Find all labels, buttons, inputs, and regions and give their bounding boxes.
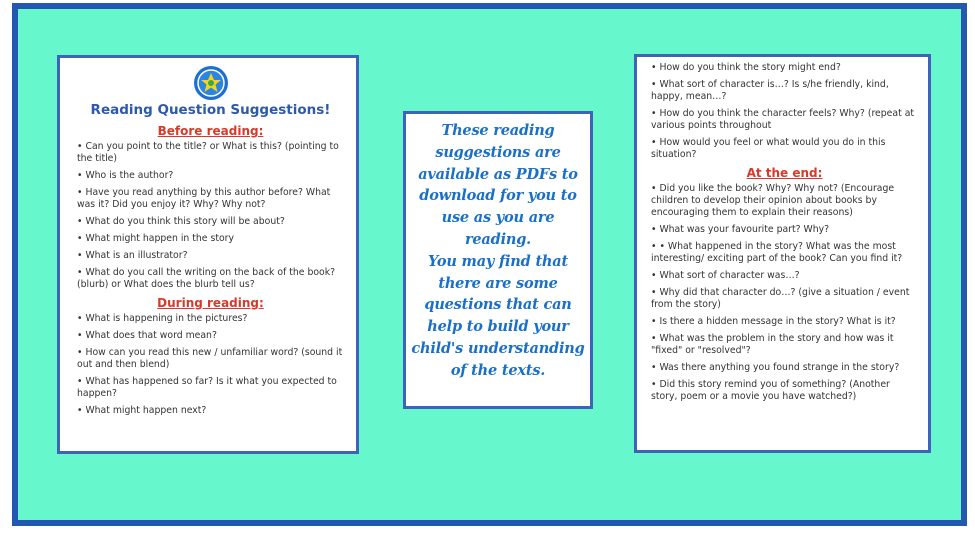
pdf-availability-text: These reading suggestions are available as PDFs to download for you to use as you are reading.	[418, 122, 578, 248]
end-question: • Is there a hidden message in the story? What is it?	[651, 316, 918, 328]
during-question: • What is happening in the pictures?	[77, 313, 344, 325]
before-question: • What is an illustrator?	[77, 250, 344, 262]
end-question: • What was your favourite part? Why?	[651, 224, 918, 236]
during-question: • What does that word mean?	[77, 330, 344, 342]
at-the-end-card	[634, 54, 931, 453]
during-question: • What might happen next?	[77, 405, 344, 417]
question-help-text: You may find that there are some questions that can help to build your child's understanding of the texts.	[411, 252, 585, 379]
end-question: • What sort of character was…?	[651, 270, 918, 282]
before-question: • Who is the author?	[77, 170, 344, 182]
end-question: • Why did that character do…? (give a situation / event from the story)	[651, 287, 918, 311]
before-during-reading-card	[57, 55, 359, 454]
before-question: • What might happen in the story	[77, 233, 344, 245]
during-reading-heading: During reading:	[157, 296, 264, 310]
at-the-end-heading: At the end:	[746, 166, 823, 180]
during-question: • How can you read this new / unfamiliar word? (sound it out and then blend)	[77, 347, 344, 371]
end-question: • Did you like the book? Why? Why not? (Encourage children to develop their opinion about books by encouraging them to explain their reasons)	[651, 183, 918, 219]
end-question: • • What happened in the story? What was the most interesting/ exciting part of the book? Can you find it?	[651, 241, 918, 265]
end-question: • Was there anything you found strange in the story?	[651, 362, 918, 374]
story-question: • How do you think the character feels? Why? (repeat at various points throughout	[651, 108, 918, 132]
pdf-info-card	[403, 111, 593, 409]
story-question: • How do you think the story might end?	[651, 62, 918, 74]
before-question: • What do you call the writing on the back of the book? (blurb) or What does the blurb tell us?	[77, 267, 344, 291]
before-question: • What do you think this story will be about?	[77, 216, 344, 228]
end-question: • Did this story remind you of something? (Another story, poem or a movie you have watched?)	[651, 379, 918, 403]
school-badge-icon	[194, 66, 228, 100]
end-question: • What was the problem in the story and how was it "fixed" or "resolved"?	[651, 333, 918, 357]
during-question: • What has happened so far? Is it what you expected to happen?	[77, 376, 344, 400]
school-badge-graphic	[196, 68, 226, 98]
before-question: • Have you read anything by this author before? What was it? Did you enjoy it? Why? Why not?	[77, 187, 344, 211]
before-reading-heading: Before reading:	[157, 124, 264, 138]
card-title: Reading Question Suggestions!	[90, 102, 331, 118]
before-question: • Can you point to the title? or What is this? (pointing to the title)	[77, 141, 344, 165]
story-question: • How would you feel or what would you do in this situation?	[651, 137, 918, 161]
story-question: • What sort of character is…? Is s/he friendly, kind, happy, mean…?	[651, 79, 918, 103]
